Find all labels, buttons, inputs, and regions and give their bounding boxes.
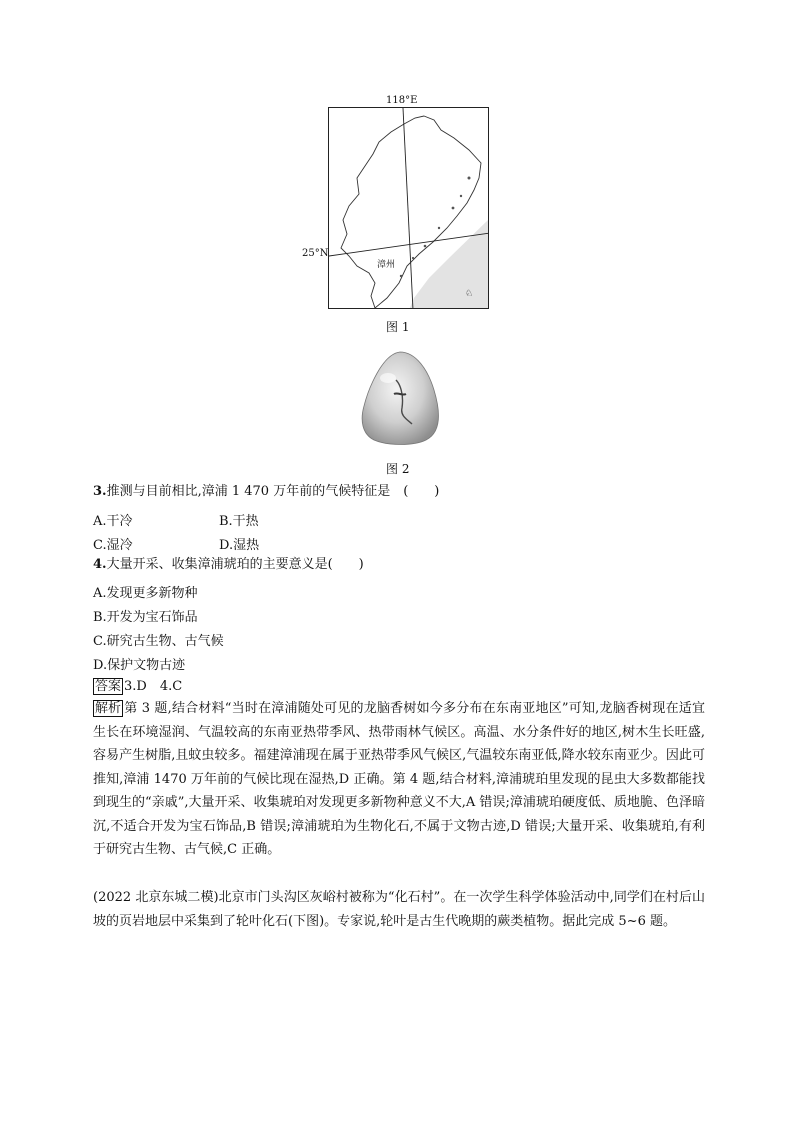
next-material-text: (2022 北京东城二模)北京市门头沟区灰峪村被称为“化石村”。在一次学生科学体验活动中,同学们在村后山坡的页岩地层中采集到了轮叶化石(下图)。专家说,轮叶是古生代晚期的蕨类植物。据此完成 5~6 题。 [93,890,705,929]
analysis-text: 第 3 题,结合材料“当时在漳浦随处可见的龙脑香树如今多分布在东南亚地区”可知,龙脑香树现在适宜生长在环境湿润、气温较高的东南亚热带季风、热带雨林气候区。高温、水分条件好的地区,树木生长旺盛,容易产生树脂,且蚊虫较多。福建漳浦现在属于亚热带季风气候区,气温较东南亚低,降水较东南亚少。因此可推知,漳浦 1470 万年前的气候比现在湿热,D 正确。第 4 题,结合材料,漳浦琥珀里发现的昆虫大多数都能找到现生的“亲戚”,大量开采、收集琥珀对发现更多新物种意义不大,A 错误;漳浦琥珀硬度低、质地脆、色泽暗沉,不适合开发为宝石饰品,B 错误;漳浦琥珀为生物化石,不属于文物古迹,D 错误;大量开采、收集琥珀,有利于研究古生物、古气候,C 正确。 [93,701,705,857]
fujian-map [328,107,489,309]
next-material-paragraph [93,886,705,933]
question-stem: 推测与目前相比,漳浦 1 470 万年前的气候特征是 ( ) [106,484,440,499]
q3-option-d: D.湿热 [219,538,260,553]
amber-photo [360,350,442,446]
latitude-label: 25°N [302,248,329,259]
figure1-caption: 图 1 [386,320,410,334]
question-3 [93,484,439,500]
city-label: 漳州 [377,260,396,270]
q4-option-a: A.发现更多新物种 [93,586,198,601]
answer-text: 3.D 4.C [124,679,183,694]
question-number: 3. [93,484,107,499]
q3-option-a: A.干冷 [93,514,133,529]
q4-option-d: D.保护文物古迹 [93,658,186,673]
corner-mark-icon: ♘ [465,289,474,299]
figure2-caption: 图 2 [386,462,410,476]
question-number: 4. [93,557,107,572]
q3-option-c: C.湿冷 [93,538,133,553]
analysis-label: 解析 [95,701,122,716]
map-graphic [329,108,489,309]
answer-label: 答案 [95,679,122,694]
analysis-paragraph [93,697,705,862]
q4-option-c: C.研究古生物、古气候 [93,634,224,649]
q4-option-b: B.开发为宝石饰品 [93,610,198,625]
q3-option-b: B.干热 [219,514,259,529]
answer-line [93,678,182,695]
question-stem: 大量开采、收集漳浦琥珀的主要意义是( ) [106,557,364,572]
longitude-label: 118°E [386,95,418,106]
question-4 [93,557,364,573]
